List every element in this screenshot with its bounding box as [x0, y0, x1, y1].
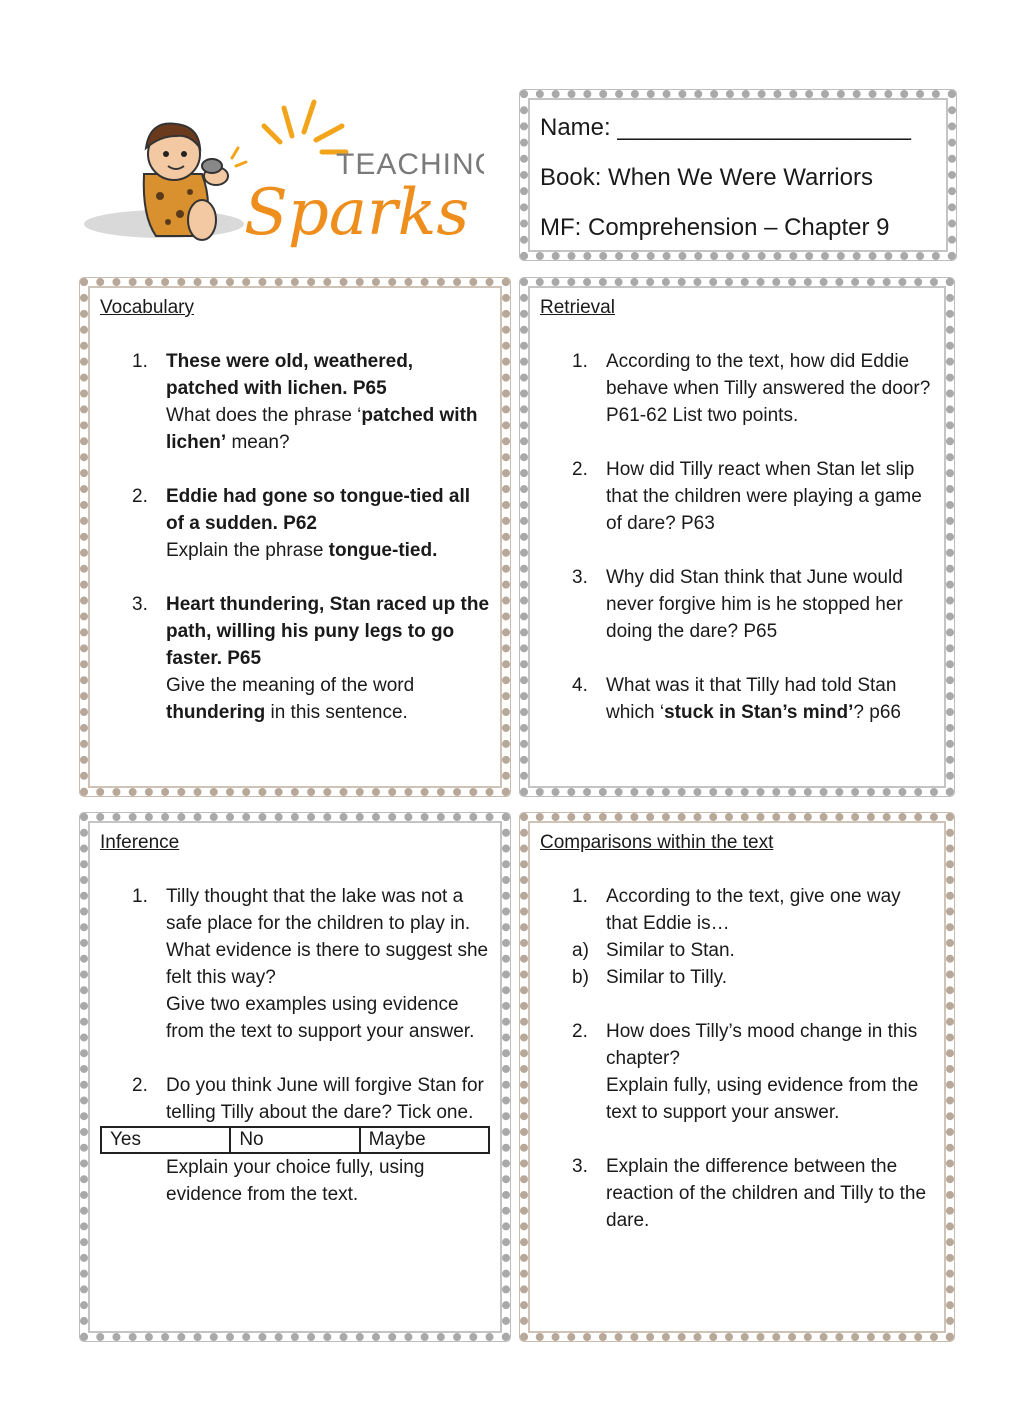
- caveman-mascot-icon: [84, 96, 484, 256]
- choice-yes[interactable]: Yes: [101, 1127, 230, 1153]
- question-text: Do you think June will forgive Stan for telling Tilly about the dare? Tick one.: [166, 1075, 484, 1123]
- mf-chapter: MF: Comprehension – Chapter 9: [540, 214, 890, 241]
- comparisons-section: [520, 813, 954, 1341]
- quote-text: Eddie had gone so tongue-tied all of a sudden. P62: [166, 486, 471, 534]
- question-number: 2.: [132, 486, 148, 507]
- tick-choice-table: [100, 1126, 490, 1154]
- choice-no[interactable]: No: [230, 1127, 359, 1153]
- logo-teaching-text: TEACHING: [336, 148, 484, 181]
- student-info-box: [520, 90, 956, 260]
- question-number: 1.: [132, 886, 148, 907]
- question-text: According to the text, give one way that Eddie is…: [606, 886, 901, 934]
- quote-text: These were old, weathered, patched with lichen. P65: [166, 351, 414, 399]
- comparisons-question-3: [540, 1153, 934, 1234]
- retrieval-question-2: [540, 456, 934, 537]
- question-text: Give the meaning of the word: [166, 675, 415, 696]
- vocabulary-section: [80, 278, 510, 796]
- question-instruction: Give two examples using evidence from the text to support your answer.: [166, 994, 475, 1042]
- question-text: What does the phrase ‘: [166, 405, 362, 426]
- comparisons-question-1a: [540, 937, 934, 964]
- quote-highlight: patched with lichen’: [166, 405, 478, 453]
- question-number: 1.: [132, 351, 148, 372]
- question-instruction: Explain fully, using evidence from the text to support your answer.: [606, 1075, 919, 1123]
- question-text: What was it that Tilly had told Stan which ‘: [606, 675, 897, 723]
- question-text: According to the text, how did Eddie behave when Tilly answered the door? P61-62 List two points.: [606, 351, 931, 426]
- comparisons-question-1b: [540, 964, 934, 991]
- comparisons-question-1: [540, 883, 934, 937]
- retrieval-heading: Retrieval: [540, 297, 615, 318]
- question-number: 2.: [132, 1075, 148, 1096]
- retrieval-question-1: [540, 348, 934, 429]
- question-number: 3.: [572, 567, 588, 588]
- comparisons-heading: Comparisons within the text: [540, 832, 774, 853]
- inference-question-1: [100, 883, 490, 1045]
- question-text: Tilly thought that the lake was not a safe place for the children to play in. What evidence is there to suggest she felt this way?: [166, 886, 489, 988]
- retrieval-question-4: [540, 672, 934, 726]
- question-text: How did Tilly react when Stan let slip that the children were playing a game of dare? P63: [606, 459, 922, 534]
- retrieval-section: [520, 278, 954, 796]
- teaching-sparks-logo: [84, 96, 484, 256]
- quote-highlight: stuck in Stan’s mind’: [664, 702, 854, 723]
- question-text: How does Tilly’s mood change in this chapter?: [606, 1021, 918, 1069]
- question-letter: b): [572, 967, 589, 988]
- quote-highlight: thundering: [166, 702, 266, 723]
- question-text: Why did Stan think that June would never forgive him is he stopped her doing the dare? P65: [606, 567, 903, 642]
- name-field-label[interactable]: Name: ______________________: [540, 114, 912, 141]
- question-text: Similar to Stan.: [606, 940, 735, 961]
- question-number: 1.: [572, 351, 588, 372]
- question-instruction: Explain your choice fully, using evidence from the text.: [166, 1157, 425, 1205]
- inference-heading: Inference: [100, 832, 180, 853]
- retrieval-question-3: [540, 564, 934, 645]
- question-number: 2.: [572, 1021, 588, 1042]
- vocabulary-question-3: [100, 591, 490, 726]
- question-text: ? p66: [853, 702, 901, 723]
- question-number: 1.: [572, 886, 588, 907]
- question-text: mean?: [226, 432, 290, 453]
- inference-explain-text: [100, 1154, 490, 1208]
- question-text: in this sentence.: [265, 702, 408, 723]
- inference-question-2: [100, 1072, 490, 1126]
- vocabulary-question-1: [100, 348, 490, 456]
- question-text: Explain the difference between the reaction of the children and Tilly to the dare.: [606, 1156, 927, 1231]
- inference-section: [80, 813, 510, 1341]
- question-letter: a): [572, 940, 589, 961]
- question-number: 2.: [572, 459, 588, 480]
- comparisons-question-2: [540, 1018, 934, 1126]
- question-number: 3.: [132, 594, 148, 615]
- quote-highlight: tongue-tied.: [328, 540, 438, 561]
- book-title: Book: When We Were Warriors: [540, 164, 873, 191]
- question-text: Similar to Tilly.: [606, 967, 728, 988]
- vocabulary-heading: Vocabulary: [100, 297, 195, 318]
- quote-text: Heart thundering, Stan raced up the path, willing his puny legs to go faster. P65: [166, 594, 490, 669]
- question-text: Explain the phrase: [166, 540, 329, 561]
- choice-maybe[interactable]: Maybe: [360, 1127, 489, 1153]
- question-number: 3.: [572, 1156, 588, 1177]
- vocabulary-question-2: [100, 483, 490, 564]
- question-number: 4.: [572, 675, 588, 696]
- logo-sparks-text: Sparks: [244, 176, 470, 250]
